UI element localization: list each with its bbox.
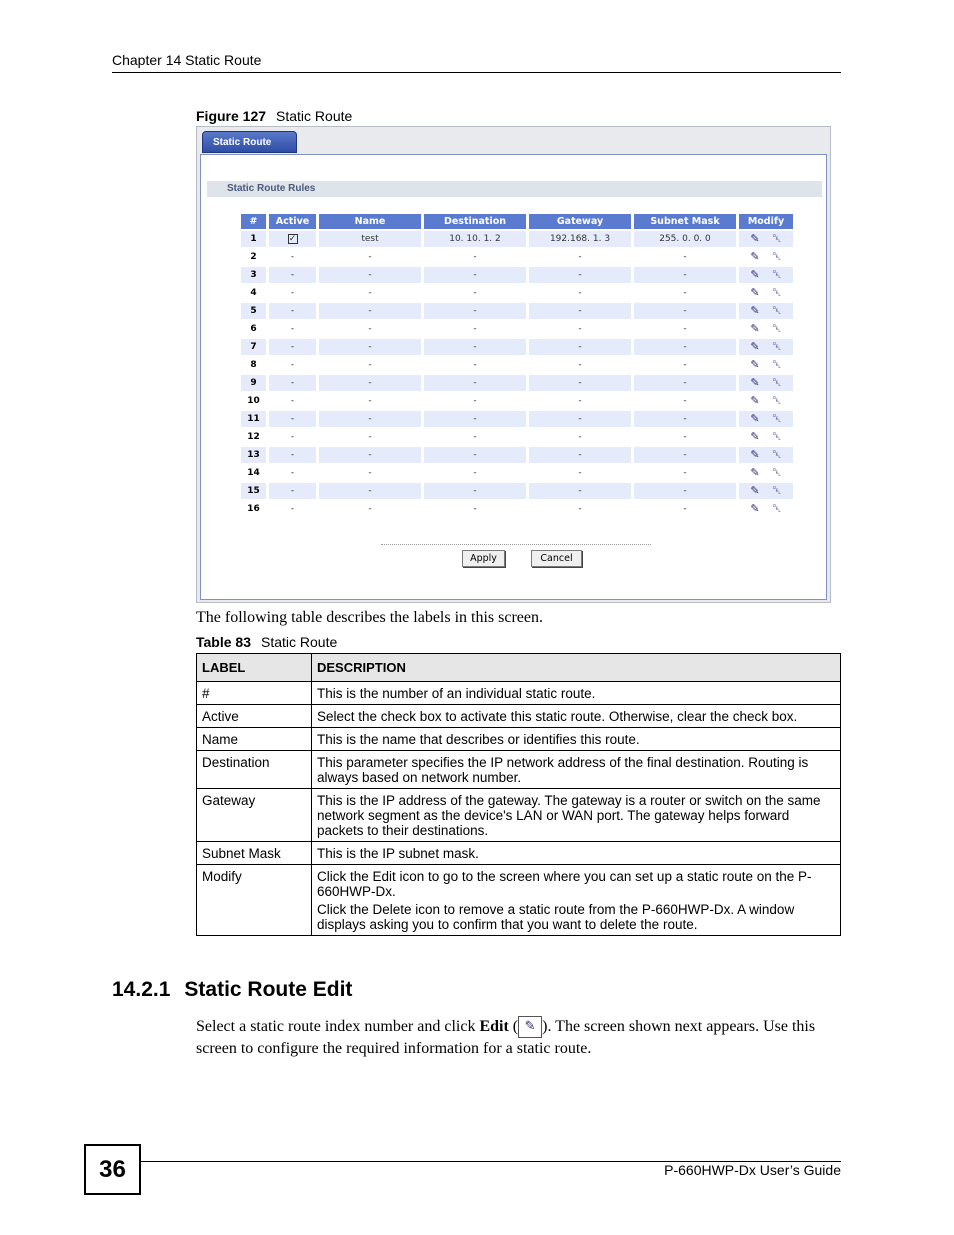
chapter-title: Chapter 14 Static Route [112, 52, 262, 68]
row-subnet-mask: - [634, 483, 736, 499]
row-label: Modify [197, 865, 312, 936]
edit-icon[interactable]: ✎ [750, 412, 760, 425]
row-description [312, 728, 841, 751]
description-text: This parameter specifies the IP network address of the final destination. Routing is always based on network number. [317, 755, 809, 785]
table-label: Table 83 [196, 634, 251, 650]
row-gateway: - [529, 267, 631, 283]
row-number: 8 [250, 360, 257, 370]
row-gateway: - [578, 396, 582, 406]
row-gateway: - [578, 468, 582, 478]
row-subnet-mask: - [683, 288, 687, 298]
row-description [312, 842, 841, 865]
figure-caption [196, 108, 352, 124]
edit-icon[interactable]: ✎ [750, 340, 760, 353]
row-name: - [368, 288, 372, 298]
row-description [312, 705, 841, 728]
edit-icon[interactable]: ✎ [750, 322, 760, 335]
divider [381, 544, 651, 545]
table-row [197, 682, 841, 705]
table-row [241, 375, 793, 391]
table-row [197, 842, 841, 865]
row-modify [739, 249, 793, 265]
row-destination: - [473, 252, 477, 262]
cancel-button[interactable]: Cancel [531, 550, 582, 567]
row-label: Destination [197, 751, 312, 789]
row-subnet-mask: - [683, 468, 687, 478]
apply-button[interactable]: Apply [462, 550, 505, 567]
row-subnet-mask: - [634, 447, 736, 463]
head-description: DESCRIPTION [312, 654, 841, 682]
row-modify [739, 267, 793, 283]
row-subnet-mask: - [683, 252, 687, 262]
row-active: - [290, 360, 295, 370]
row-gateway: - [578, 288, 582, 298]
row-destination: - [473, 432, 477, 442]
row-gateway: - [578, 360, 582, 370]
edit-icon[interactable]: ✎ [750, 502, 760, 515]
row-number: 7 [241, 339, 266, 355]
row-destination: - [473, 504, 477, 514]
col-num: # [241, 214, 266, 229]
table-row [241, 429, 793, 445]
table-row [197, 789, 841, 842]
row-number: 11 [241, 411, 266, 427]
table-caption [196, 634, 337, 650]
col-name: Name [319, 214, 421, 229]
table-row [197, 865, 841, 936]
row-description [312, 789, 841, 842]
row-destination: - [473, 360, 477, 370]
row-name: - [368, 432, 372, 442]
row-active: - [290, 252, 295, 262]
row-subnet-mask: - [634, 303, 736, 319]
route-table [238, 212, 796, 519]
col-subnet-mask: Subnet Mask [634, 214, 736, 229]
table-row [241, 303, 793, 319]
table-row [197, 728, 841, 751]
trash-icon[interactable]: ␡ [772, 340, 782, 353]
row-name: - [368, 396, 372, 406]
trash-icon[interactable]: ␡ [772, 322, 782, 335]
row-label: Subnet Mask [197, 842, 312, 865]
description-text: This is the number of an individual static route. [317, 686, 596, 701]
row-modify [739, 429, 793, 445]
row-number: 13 [241, 447, 266, 463]
row-name: - [368, 360, 372, 370]
row-subnet-mask: - [634, 411, 736, 427]
head-label: LABEL [197, 654, 312, 682]
para-text-after: ). The screen shown next appears. Use this screen to configure the required information for a static route. [196, 1018, 816, 1058]
row-active: - [269, 483, 316, 499]
row-gateway: - [529, 375, 631, 391]
table-row [241, 249, 793, 265]
row-modify [739, 231, 793, 247]
screen-panel [200, 154, 827, 600]
row-gateway: - [529, 411, 631, 427]
row-name: - [319, 375, 421, 391]
page-number: 36 [84, 1144, 141, 1195]
row-destination: - [473, 324, 477, 334]
row-destination: - [473, 396, 477, 406]
row-number: 5 [241, 303, 266, 319]
intro-text: The following table describes the labels in this screen. [196, 609, 544, 626]
trash-icon[interactable]: ␡ [772, 358, 782, 371]
row-destination: - [424, 411, 526, 427]
row-gateway: - [578, 324, 582, 334]
row-modify [739, 339, 793, 355]
description-text: Click the Delete icon to remove a static route from the P-660HWP-Dx. A window displays asking you to confirm that you want to delete the route. [317, 902, 795, 932]
row-active[interactable] [269, 231, 316, 247]
figure-title: Static Route [276, 108, 353, 124]
row-destination: - [424, 303, 526, 319]
row-modify [739, 303, 793, 319]
row-number: 9 [241, 375, 266, 391]
row-gateway: - [529, 339, 631, 355]
row-modify [739, 357, 793, 373]
row-active: - [290, 504, 295, 514]
row-active: - [290, 288, 295, 298]
row-subnet-mask: - [634, 267, 736, 283]
row-name: - [319, 447, 421, 463]
section-bar: Static Route Rules [207, 181, 822, 197]
table-row [241, 357, 793, 373]
col-destination: Destination [424, 214, 526, 229]
section-title: Static Route Edit [184, 978, 353, 1001]
trash-icon[interactable]: ␡ [772, 430, 782, 443]
row-label: Gateway [197, 789, 312, 842]
table-row [241, 321, 793, 337]
row-active: - [269, 303, 316, 319]
description-text: Click the Edit icon to go to the screen where you can set up a static route on the P-660HWP-Dx. [317, 869, 812, 899]
description-text: This is the name that describes or identifies this route. [317, 732, 640, 747]
row-modify [739, 411, 793, 427]
section-number: 14.2.1 [112, 978, 171, 1001]
row-subnet-mask: 255. 0. 0. 0 [634, 231, 736, 247]
row-modify [739, 321, 793, 337]
description-text: This is the IP address of the gateway. The gateway is a router or switch on the same network segment as the device's LAN or WAN port. The gateway helps forward packets to their destinations. [317, 793, 821, 838]
row-number: 15 [241, 483, 266, 499]
row-number: 6 [250, 324, 257, 334]
row-name: test [319, 231, 421, 247]
table-row [241, 465, 793, 481]
row-number: 16 [247, 504, 260, 514]
trash-icon[interactable]: ␡ [772, 394, 782, 407]
row-name: - [319, 303, 421, 319]
row-subnet-mask: - [634, 339, 736, 355]
trash-icon[interactable]: ␡ [772, 286, 782, 299]
row-modify [739, 447, 793, 463]
description-text: This is the IP subnet mask. [317, 846, 479, 861]
row-name: - [319, 411, 421, 427]
edit-icon[interactable]: ✎ [750, 358, 760, 371]
trash-icon[interactable]: ␡ [772, 502, 782, 515]
edit-icon[interactable]: ✎ [750, 376, 760, 389]
active-checkbox[interactable]: ✓ [288, 234, 297, 244]
para-open-paren: ( [508, 1018, 519, 1035]
edit-icon[interactable]: ✎ [750, 268, 760, 281]
edit-icon[interactable]: ✎ [750, 430, 760, 443]
row-number: 14 [247, 468, 260, 478]
table-row [241, 393, 793, 409]
row-name: - [368, 468, 372, 478]
trash-icon[interactable]: ␡ [772, 376, 782, 389]
row-modify [739, 465, 793, 481]
row-subnet-mask: - [683, 324, 687, 334]
body-paragraph [196, 1016, 846, 1059]
trash-icon[interactable]: ␡ [772, 448, 782, 461]
row-description [312, 865, 841, 936]
trash-icon[interactable]: ␡ [772, 484, 782, 497]
edit-icon: ✎ [518, 1016, 542, 1038]
row-active: - [269, 267, 316, 283]
table-row [241, 231, 793, 247]
row-destination: - [424, 267, 526, 283]
table-row [241, 267, 793, 283]
edit-icon[interactable]: ✎ [750, 394, 760, 407]
table-row [241, 411, 793, 427]
row-active: - [290, 324, 295, 334]
row-active: - [290, 432, 295, 442]
row-gateway: - [578, 252, 582, 262]
table-row [197, 751, 841, 789]
row-modify [739, 393, 793, 409]
row-gateway: 192.168. 1. 3 [529, 231, 631, 247]
static-route-screenshot [196, 126, 831, 603]
edit-icon[interactable]: ✎ [750, 466, 760, 479]
col-modify: Modify [739, 214, 793, 229]
row-destination: - [424, 375, 526, 391]
edit-icon[interactable]: ✎ [750, 484, 760, 497]
row-number: 12 [247, 432, 260, 442]
description-text: Select the check box to activate this static route. Otherwise, clear the check box. [317, 709, 798, 724]
row-destination: - [473, 288, 477, 298]
row-gateway: - [529, 303, 631, 319]
edit-icon[interactable]: ✎ [750, 286, 760, 299]
col-active: Active [269, 214, 316, 229]
row-number: 4 [250, 288, 257, 298]
row-subnet-mask: - [683, 504, 687, 514]
row-number: 1 [241, 231, 266, 247]
row-active: - [269, 447, 316, 463]
figure-label: Figure 127 [196, 108, 267, 124]
table-row [241, 483, 793, 499]
row-subnet-mask: - [683, 360, 687, 370]
edit-icon[interactable]: ✎ [750, 232, 760, 245]
description-table [196, 653, 841, 936]
para-text-before: Select a static route index number and click [196, 1018, 480, 1035]
row-gateway: - [578, 504, 582, 514]
row-number: 3 [241, 267, 266, 283]
section-heading [112, 978, 366, 1002]
row-active: - [269, 375, 316, 391]
row-gateway: - [529, 483, 631, 499]
trash-icon[interactable]: ␡ [772, 250, 782, 263]
row-name: - [368, 324, 372, 334]
row-description [312, 751, 841, 789]
row-label: # [197, 682, 312, 705]
row-active: - [269, 411, 316, 427]
page-header [112, 52, 841, 73]
row-number: 2 [250, 252, 257, 262]
edit-icon[interactable]: ✎ [750, 304, 760, 317]
row-modify [739, 483, 793, 499]
row-gateway: - [578, 432, 582, 442]
row-destination: - [424, 447, 526, 463]
trash-icon[interactable]: ␡ [772, 268, 782, 281]
table-row [197, 705, 841, 728]
para-edit-bold: Edit [479, 1018, 509, 1035]
col-gateway: Gateway [529, 214, 631, 229]
row-name: - [319, 339, 421, 355]
table-row [241, 447, 793, 463]
row-subnet-mask: - [634, 375, 736, 391]
table-row [241, 501, 793, 517]
row-modify [739, 375, 793, 391]
row-label: Active [197, 705, 312, 728]
row-name: - [319, 267, 421, 283]
row-subnet-mask: - [683, 432, 687, 442]
row-modify [739, 285, 793, 301]
row-subnet-mask: - [683, 396, 687, 406]
trash-icon[interactable]: ␡ [772, 412, 782, 425]
row-destination: - [424, 483, 526, 499]
row-destination: 10. 10. 1. 2 [424, 231, 526, 247]
row-number: 10 [247, 396, 260, 406]
table-row [241, 285, 793, 301]
table-title: Static Route [261, 634, 338, 650]
trash-icon[interactable]: ␡ [772, 466, 782, 479]
guide-title: P-660HWP-Dx User’s Guide [664, 1162, 841, 1178]
row-active: - [290, 468, 295, 478]
edit-icon[interactable]: ✎ [750, 250, 760, 263]
trash-icon[interactable]: ␡ [772, 304, 782, 317]
edit-icon[interactable]: ✎ [750, 448, 760, 461]
row-description [312, 682, 841, 705]
row-name: - [368, 252, 372, 262]
row-destination: - [473, 468, 477, 478]
tab-static-route[interactable]: Static Route [202, 131, 297, 153]
table-row [241, 339, 793, 355]
trash-icon[interactable]: ␡ [772, 232, 782, 245]
row-destination: - [424, 339, 526, 355]
row-label: Name [197, 728, 312, 751]
row-name: - [319, 483, 421, 499]
row-gateway: - [529, 447, 631, 463]
row-active: - [269, 339, 316, 355]
row-modify [739, 501, 793, 517]
row-name: - [368, 504, 372, 514]
row-active: - [290, 396, 295, 406]
